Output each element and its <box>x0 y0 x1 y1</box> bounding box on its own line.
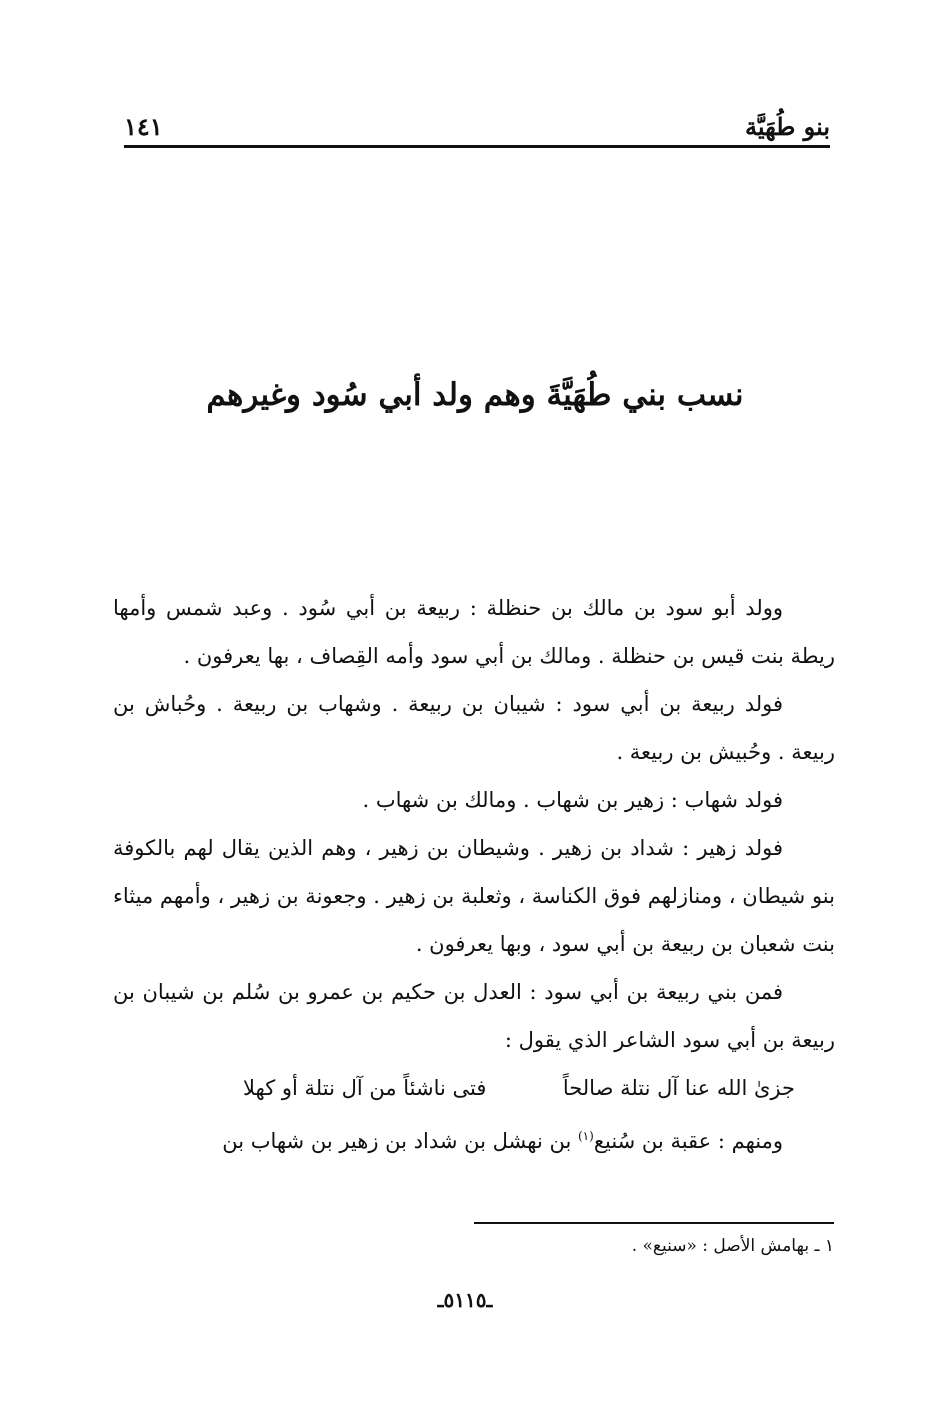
paragraph: فمن بني ربيعة بن أبي سود : العدل بن حكيم بن عمرو بن سُلم بن شيبان بن ربيعة بن أبي سود الشاعر الذي يقول : <box>113 980 835 1052</box>
footnote-separator <box>474 1222 834 1224</box>
paragraph: فولد ربيعة بن أبي سود : شيبان بن ربيعة . وشهاب بن ربيعة . وحُباش بن ربيعة . وحُبيش بن ربيعة . <box>113 692 835 764</box>
paragraph <box>113 1112 835 1165</box>
paragraph-text: ومنهم : عقبة بن سُنيع <box>593 1129 783 1153</box>
footnote: ١ ـ بهامش الأصل : «سنيع» . <box>631 1236 834 1256</box>
footnote-marker: (١) <box>577 1129 594 1143</box>
poem-verse <box>113 1064 835 1112</box>
paragraph: فولد زهير : شداد بن زهير . وشيطان بن زهير ، وهم الذين يقال لهم بالكوفة بنو شيطان ، ومنازلهم فوق الكناسة ، وثعلبة بن زهير . وجعونة بن زهير ، وأمهم ميثاء بنت شعبان بن ربيعة بن أبي سود ، وبها يعرفون . <box>113 836 835 956</box>
verse-second-hemistich: فتى ناشئاً من آل نتلة أو كهلا <box>243 1076 487 1100</box>
paragraph-text: بن نهشل بن شداد بن زهير بن شهاب بن <box>222 1129 578 1153</box>
book-title: بنو طُهَيَّة <box>745 112 830 141</box>
footer-page-number: ـ٥١١٥ـ <box>437 1288 493 1312</box>
paragraph: وولد أبو سود بن مالك بن حنظلة : ربيعة بن أبي سُود . وعبد شمس وأمها ريطة بنت قيس بن حنظلة . ومالك بن أبي سود وأمه القِصاف ، بها يعرفون . <box>113 596 835 668</box>
paragraph: فولد شهاب : زهير بن شهاب . ومالك بن شهاب . <box>362 788 783 812</box>
body-text <box>113 584 835 1165</box>
page-number: ١٤١ <box>124 112 163 141</box>
running-header <box>124 100 830 148</box>
chapter-title: نسب بني طُهَيَّةَ وهم ولد أبي سُود وغيرهم <box>206 377 744 413</box>
verse-first-hemistich: جزىٰ الله عنا آل نتلة صالحاً <box>562 1076 795 1100</box>
